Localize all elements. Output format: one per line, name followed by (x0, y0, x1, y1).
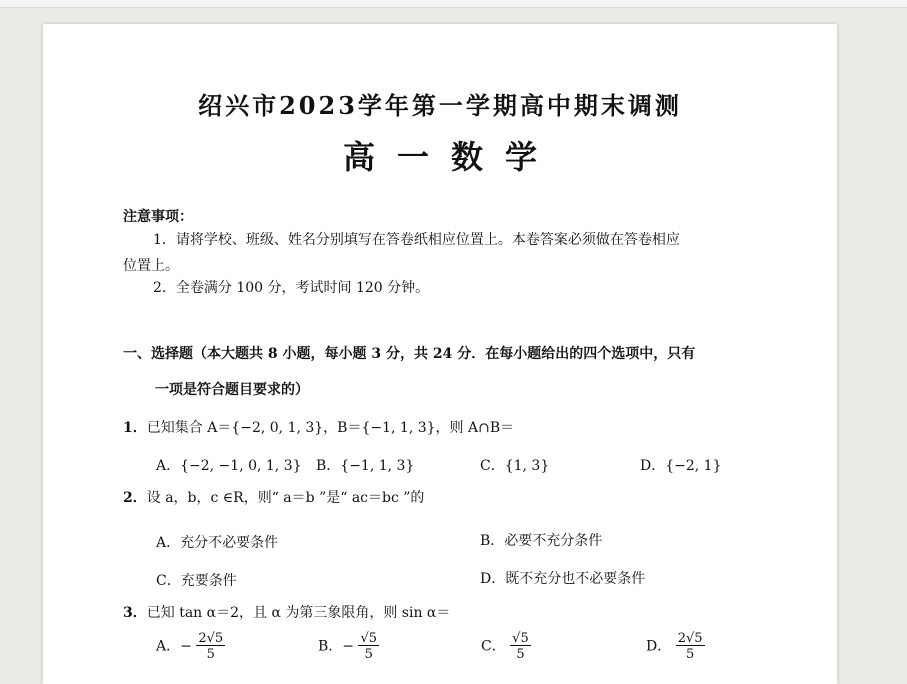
q2-option-c: C．充要条件 (156, 573, 237, 589)
option-label: C． (481, 638, 506, 655)
notice-item-1: 1．请将学校、班级、姓名分别填写在答卷纸相应位置上。本卷答案必须做在答卷相应 (153, 232, 680, 248)
fraction (510, 632, 531, 661)
q1-option-a: A．{−2, −1, 0, 1, 3} (156, 458, 302, 474)
q1-option-d: D．{−2, 1} (640, 458, 722, 474)
option-label: B． (318, 638, 343, 655)
fraction (676, 632, 705, 661)
question-3 (123, 602, 450, 622)
document-page (43, 24, 837, 684)
question-1 (123, 417, 514, 437)
viewer-top-strip (0, 0, 907, 8)
notice-heading: 注意事项： (123, 209, 193, 225)
section-heading: 一、选择题（本大题共 8 小题，每小题 3 分，共 24 分．在每小题给出的四个选项中，只有 (123, 346, 696, 362)
denominator: 5 (364, 647, 373, 662)
denominator: 5 (516, 647, 525, 662)
fraction (358, 632, 379, 661)
q1-option-b: B．{−1, 1, 3} (316, 458, 415, 474)
numerator: 2√5 (677, 631, 703, 646)
question-number: 1． (123, 420, 147, 436)
q3-option-d (646, 632, 705, 661)
q3-option-c (481, 632, 531, 661)
section-heading-cont: 一项是符合题目要求的） (155, 382, 309, 398)
question-number: 3． (123, 605, 147, 621)
question-stem: 已知集合 A＝{−2, 0, 1, 3}，B＝{−1, 1, 3}，则 A∩B＝ (146, 420, 515, 436)
fraction (196, 632, 225, 661)
notice-item-2: 2．全卷满分 100 分，考试时间 120 分钟。 (153, 280, 430, 296)
denominator: 5 (685, 647, 695, 662)
q2-option-b: B．必要不充分条件 (480, 533, 603, 549)
numerator: √5 (360, 631, 378, 646)
question-number: 2． (123, 490, 147, 506)
minus-sign: − (180, 638, 192, 655)
q2-option-d: D．既不充分也不必要条件 (480, 571, 646, 587)
question-stem: 设 a，b，c ∈R，则“ a＝b ”是“ ac＝bc ”的 (146, 490, 425, 506)
q3-option-b (318, 632, 379, 661)
q2-option-a: A．充分不必要条件 (156, 535, 279, 551)
q3-option-a (156, 632, 225, 661)
notice-item-1-cont: 位置上。 (123, 258, 179, 274)
option-label: A． (156, 638, 181, 655)
numerator: 2√5 (198, 631, 224, 646)
exam-title: 绍兴市2023学年第一学期高中期末调测 (198, 91, 682, 120)
exam-subject: 高一数学 (342, 138, 559, 176)
question-2 (123, 487, 424, 507)
numerator: √5 (512, 631, 529, 646)
q1-option-c: C．{1, 3} (480, 458, 550, 474)
minus-sign: − (342, 638, 355, 655)
question-stem: 已知 tan α＝2，且 α 为第三象限角，则 sin α＝ (146, 605, 451, 621)
denominator: 5 (206, 647, 215, 662)
option-label: D． (646, 638, 672, 655)
